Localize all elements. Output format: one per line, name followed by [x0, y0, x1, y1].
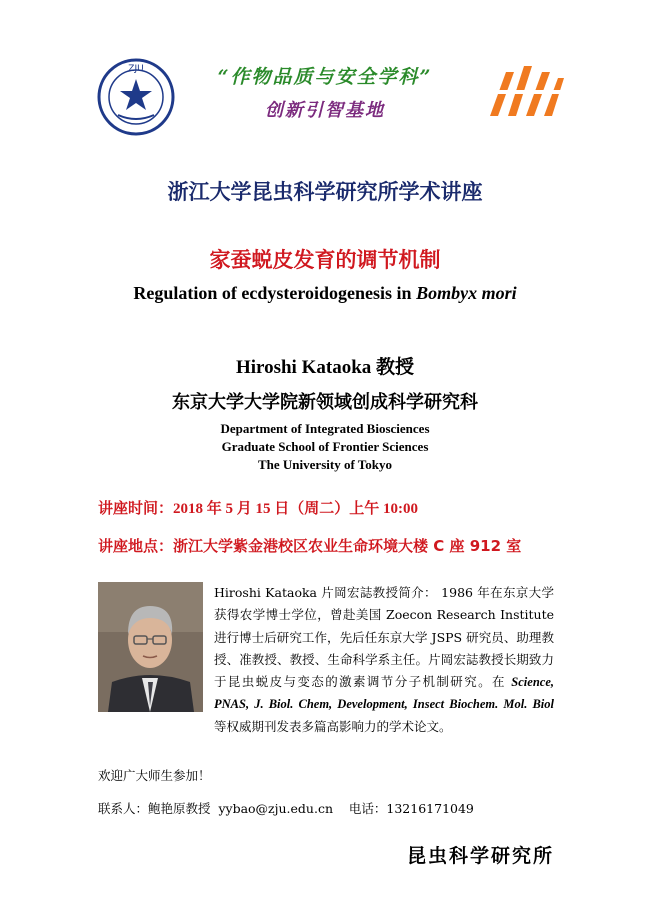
welcome-text: 欢迎广大师生参加！ — [98, 768, 211, 783]
speaker-name-text: Hiroshi Kataoka — [235, 357, 377, 378]
contact-info: 联系人：鲍艳原教授 yybao@zju.edu.cn 电话：13216171049 — [98, 801, 474, 816]
speaker-photo — [98, 582, 203, 712]
title-en-prefix: Regulation of ecdysteroidogenesis in — [133, 283, 417, 303]
slogan-line1: “作物品质与安全学科” — [217, 66, 433, 88]
speaker-name — [0, 352, 650, 379]
dept-line: Graduate School of Frontier Sciences — [221, 439, 429, 454]
speaker-role: 教授 — [376, 356, 415, 378]
bio-part2: 等权威期刊发表多篇高影响力的学术论文。 — [214, 718, 452, 734]
dept-line: The University of Tokyo — [258, 457, 392, 472]
lecture-title-cn: 家蚕蜕皮发育的调节机制 — [209, 248, 441, 272]
orange-stripes-logo-icon — [486, 62, 566, 120]
title-en-species: Bombyx mori — [416, 283, 517, 303]
bio-part1: Hiroshi Kataoka 片岡宏誌教授简介： 1986 年在东京大学获得农学博士学位，曾赴美国 Zoecon Research Institute 进行博士后研究工作，先后任东京大学 JSPS 研究员、助理教授、准教授、教授、生命科学系主任。片岡宏誌教授长期致力于昆虫蜕皮与变态的激素调节分子机制研究。在 — [214, 585, 554, 690]
lecture-place — [98, 535, 521, 556]
place-value: 浙江大学紫金港校区农业生命环境大楼 C 座 912 室 — [173, 537, 522, 555]
zju-logo-icon — [96, 57, 176, 137]
institute-name: 昆虫科学研究所 — [406, 845, 554, 867]
bio-journals: Science, PNAS, J. Biol. Chem, Development, Insect Biochem. Mol. Biol — [214, 675, 554, 712]
slogan-line2: 创新引智基地 — [265, 100, 385, 121]
speaker-bio — [214, 582, 554, 738]
dept-line: Department of Integrated Biosciences — [220, 421, 430, 436]
time-value: 2018 年 5 月 15 日（周二）上午 10:00 — [173, 501, 419, 517]
time-label: 讲座时间： — [98, 499, 174, 517]
lecture-series-title: 浙江大学昆虫科学研究所学术讲座 — [167, 180, 483, 204]
svg-text:ZJU: ZJU — [128, 64, 144, 74]
speaker-affiliation-cn: 东京大学大学院新领域创成科学研究科 — [172, 392, 478, 413]
lecture-time — [98, 497, 418, 518]
place-label: 讲座地点： — [98, 537, 174, 555]
lecture-title-en — [0, 283, 650, 304]
